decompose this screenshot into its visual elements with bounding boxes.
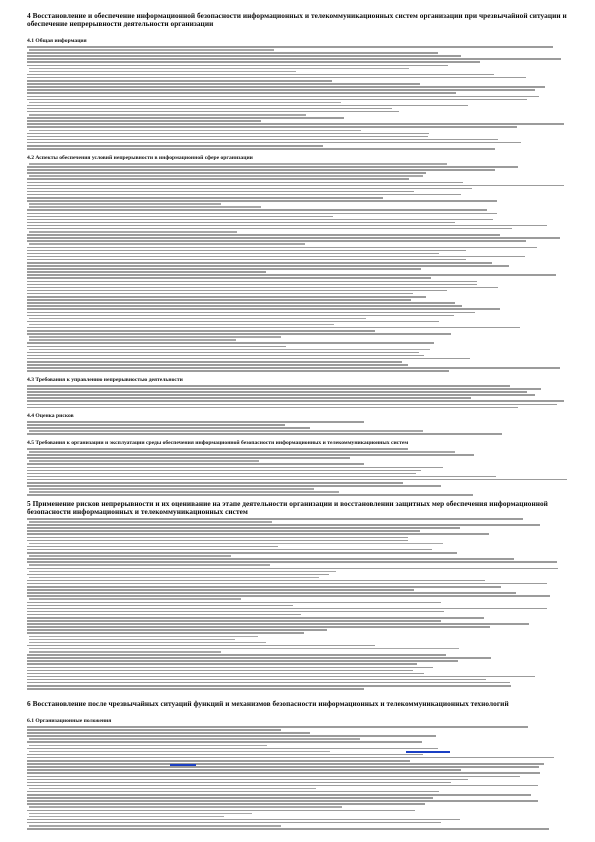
text-line <box>27 476 496 478</box>
list-item-line <box>29 816 224 818</box>
list-item-line <box>29 543 443 545</box>
list-item-line <box>29 651 221 653</box>
list-item-line <box>29 751 330 753</box>
text-line <box>27 209 487 211</box>
text-line <box>27 228 512 230</box>
text-line <box>27 330 375 332</box>
text-line <box>27 145 323 147</box>
text-line <box>27 213 497 215</box>
text-line <box>27 657 491 659</box>
text-block <box>27 726 569 831</box>
text-line <box>27 397 471 399</box>
text-line <box>27 394 535 396</box>
list-item-line <box>29 571 336 573</box>
text-line <box>27 667 433 669</box>
text-line <box>27 583 547 585</box>
text-line <box>27 467 443 469</box>
text-line <box>27 810 415 812</box>
list-item-line <box>29 231 237 233</box>
text-line <box>27 169 495 171</box>
text-line <box>27 216 333 218</box>
text-line <box>27 166 518 168</box>
text-line <box>27 763 544 765</box>
text-line <box>27 108 392 110</box>
text-line <box>27 117 344 119</box>
text-line <box>27 561 557 563</box>
standard-reference-link[interactable] <box>406 751 450 753</box>
list-item-line <box>29 648 459 650</box>
text-line <box>27 281 477 283</box>
text-line <box>27 120 261 122</box>
text-line <box>27 126 517 128</box>
text-line <box>27 342 434 344</box>
text-line <box>27 682 510 684</box>
text-line <box>27 222 455 224</box>
list-item-line <box>29 71 296 73</box>
text-line <box>27 271 266 273</box>
text-line <box>27 614 301 616</box>
text-line <box>27 772 540 774</box>
text-line <box>27 237 560 239</box>
text-line <box>27 586 501 588</box>
subsection-heading: 4.2 Аспекты обеспечения условий непрерывности в информационной сфере организации <box>27 155 253 161</box>
text-line <box>27 688 364 690</box>
text-line <box>27 361 402 363</box>
text-line <box>27 540 408 542</box>
text-line <box>27 358 470 360</box>
text-line <box>27 74 494 76</box>
text-line <box>27 385 510 387</box>
text-line <box>27 527 460 529</box>
text-line <box>27 454 474 456</box>
list-item-line <box>29 813 252 815</box>
text-line <box>27 302 455 304</box>
text-line <box>27 726 528 728</box>
text-line <box>27 485 441 487</box>
subsection-heading: 6.1 Организационные положения <box>27 718 112 724</box>
text-line <box>27 92 456 94</box>
list-item-line <box>29 745 267 747</box>
list-item-line <box>29 130 361 132</box>
text-line <box>27 748 438 750</box>
text-line <box>27 741 422 743</box>
text-line <box>27 558 514 560</box>
text-line <box>27 391 527 393</box>
section-heading: 5 Применение рисков непрерывности и их оценивание на этапе деятельности организации и восстановлении защитных мер обеспечения информационной безопасности информационных и телекоммуникационных систем <box>27 499 548 517</box>
list-item-line <box>29 430 423 432</box>
text-line <box>27 732 310 734</box>
text-line <box>27 779 468 781</box>
text-line <box>27 533 489 535</box>
text-line <box>27 188 472 190</box>
text-line <box>27 240 526 242</box>
text-line <box>27 574 329 576</box>
list-item-line <box>29 636 258 638</box>
section-4 <box>27 12 569 29</box>
text-line <box>27 530 420 532</box>
text-line <box>27 123 564 125</box>
list-item-line <box>29 806 342 808</box>
list-item-line <box>29 203 221 205</box>
text-line <box>27 262 492 264</box>
list-item-line <box>29 175 423 177</box>
list-item-line <box>29 555 231 557</box>
text-line <box>27 274 556 276</box>
text-line <box>27 247 537 249</box>
text-line <box>27 427 310 429</box>
subsection-4-4 <box>27 413 569 419</box>
text-line <box>27 46 553 48</box>
list-item-line <box>29 349 430 351</box>
text-line <box>27 494 473 496</box>
text-line <box>27 352 419 354</box>
text-line <box>27 299 411 301</box>
list-item-line <box>29 788 316 790</box>
text-line <box>27 388 541 390</box>
text-line <box>27 178 409 180</box>
list-item-line <box>29 598 241 600</box>
list-item-line <box>29 68 409 70</box>
text-line <box>27 185 564 187</box>
text-line <box>27 259 466 261</box>
text-line <box>27 670 413 672</box>
text-line <box>27 729 281 731</box>
text-line <box>27 52 438 54</box>
text-line <box>27 482 403 484</box>
list-item-line <box>29 738 360 740</box>
text-block <box>27 46 569 151</box>
text-line <box>27 265 509 267</box>
text-line <box>27 287 498 289</box>
text-line <box>27 284 477 286</box>
text-line <box>27 660 458 662</box>
list-item-line <box>29 451 455 453</box>
text-line <box>27 470 421 472</box>
text-line <box>27 524 540 526</box>
text-line <box>27 105 468 107</box>
text-line <box>27 355 424 357</box>
section-heading: 6 Восстановление после чрезвычайных ситуаций функций и механизмов безопасности информационных и телекоммуникационных технологий <box>27 699 509 708</box>
text-line <box>27 200 497 202</box>
text-line <box>27 654 446 656</box>
text-line <box>27 89 535 91</box>
text-line <box>27 794 531 796</box>
text-line <box>27 321 439 323</box>
text-line <box>27 580 485 582</box>
text-line <box>27 305 462 307</box>
text-line <box>27 83 420 85</box>
text-line <box>27 632 304 634</box>
subsection-heading: 4.3 Требования к управлению непрерывностью деятельности <box>27 377 183 383</box>
text-line <box>27 828 549 830</box>
text-line <box>27 80 332 82</box>
text-line <box>27 819 460 821</box>
text-line <box>27 77 526 79</box>
text-line <box>27 277 431 279</box>
list-item-line <box>29 488 314 490</box>
text-line <box>27 766 539 768</box>
list-item-line <box>29 324 334 326</box>
text-line <box>27 197 383 199</box>
text-line <box>27 760 410 762</box>
list-item-line <box>29 318 366 320</box>
subsection-6-1 <box>27 718 569 724</box>
cross-reference-link[interactable] <box>170 764 196 766</box>
list-item-line <box>29 460 259 462</box>
text-line <box>27 96 539 98</box>
text-line <box>27 333 451 335</box>
list-item-line <box>29 639 235 641</box>
text-block <box>27 163 569 373</box>
text-block <box>27 448 569 498</box>
text-line <box>27 626 490 628</box>
text-line <box>27 782 451 784</box>
text-line <box>27 253 439 255</box>
list-item-line <box>29 521 272 523</box>
text-line <box>27 822 441 824</box>
text-line <box>27 629 327 631</box>
text-block <box>27 385 569 410</box>
subsection-heading: 4.5 Требования к организации и эксплуатации среды обеспечения информационной безопасности информационных и телекоммуникационных систем <box>27 440 409 446</box>
subsection-4-1 <box>27 38 569 44</box>
text-line <box>27 370 449 372</box>
text-line <box>27 685 511 687</box>
text-line <box>27 589 414 591</box>
text-line <box>27 250 466 252</box>
text-line <box>27 803 425 805</box>
text-line <box>27 518 523 520</box>
text-line <box>27 225 547 227</box>
text-line <box>27 58 561 60</box>
text-line <box>27 611 444 613</box>
text-line <box>27 797 433 799</box>
text-line <box>27 602 441 604</box>
text-line <box>27 367 560 369</box>
text-line <box>27 346 286 348</box>
text-line <box>27 608 547 610</box>
text-line <box>27 776 520 778</box>
text-line <box>27 139 498 141</box>
text-line <box>27 791 439 793</box>
text-line <box>27 679 486 681</box>
text-line <box>27 617 484 619</box>
text-line <box>27 463 364 465</box>
text-line <box>27 568 558 570</box>
text-block <box>27 518 569 691</box>
text-line <box>27 595 550 597</box>
text-line <box>27 172 426 174</box>
text-line <box>27 65 448 67</box>
text-line <box>27 268 421 270</box>
text-line <box>27 479 567 481</box>
section-heading: 4 Восстановление и обеспечение информационной безопасности информационных и телекоммуникационных систем организации при чрезвычайной ситуации и обеспечение непрерывности деятельности организации <box>27 11 567 29</box>
list-item-line <box>29 206 261 208</box>
text-line <box>27 448 408 450</box>
list-item-line <box>29 336 281 338</box>
text-line <box>27 537 408 539</box>
text-line <box>27 182 463 184</box>
text-line <box>27 315 454 317</box>
list-item-line <box>29 243 305 245</box>
text-line <box>27 623 529 625</box>
text-line <box>27 191 414 193</box>
subsection-4-5 <box>27 440 569 446</box>
text-line <box>27 142 521 144</box>
text-line <box>27 620 441 622</box>
text-line <box>27 605 293 607</box>
text-line <box>27 757 554 759</box>
text-line <box>27 754 423 756</box>
text-line <box>27 312 475 314</box>
text-line <box>27 457 350 459</box>
text-line <box>27 421 364 423</box>
list-item-line <box>29 564 270 566</box>
text-line <box>27 407 518 409</box>
list-item-line <box>29 642 266 644</box>
text-line <box>27 424 285 426</box>
list-item-line <box>29 825 281 827</box>
text-line <box>27 364 408 366</box>
text-line <box>27 293 413 295</box>
text-line <box>27 308 500 310</box>
text-line <box>27 549 432 551</box>
list-item-line <box>29 339 236 341</box>
text-line <box>27 473 416 475</box>
text-line <box>27 552 457 554</box>
text-line <box>27 136 428 138</box>
text-line <box>27 234 500 236</box>
text-line <box>27 800 538 802</box>
text-line <box>27 676 535 678</box>
subsection-4-3 <box>27 377 569 383</box>
text-line <box>27 296 426 298</box>
list-item-line <box>29 491 339 493</box>
text-line <box>27 663 417 665</box>
text-line <box>27 219 493 221</box>
text-line <box>27 133 429 135</box>
subsection-heading: 4.1 Общая информация <box>27 38 87 44</box>
list-item-line <box>29 49 274 51</box>
text-line <box>27 111 399 113</box>
text-line <box>27 55 461 57</box>
list-item-line <box>29 102 341 104</box>
text-line <box>27 673 424 675</box>
text-line <box>27 99 527 101</box>
text-line <box>27 433 502 435</box>
text-line <box>27 400 564 402</box>
text-line <box>27 256 525 258</box>
list-item-line <box>29 163 447 165</box>
list-item-line <box>29 114 306 116</box>
text-line <box>27 785 538 787</box>
text-line <box>27 290 447 292</box>
text-line <box>27 148 495 150</box>
section-5 <box>27 500 569 517</box>
subsection-heading: 4.4 Оценка рисков <box>27 413 74 419</box>
text-line <box>27 735 436 737</box>
text-block <box>27 421 569 436</box>
text-line <box>27 61 480 63</box>
text-line <box>27 546 278 548</box>
text-line <box>27 769 461 771</box>
text-line <box>27 86 545 88</box>
text-line <box>27 327 520 329</box>
subsection-4-2 <box>27 155 569 161</box>
text-line <box>27 645 375 647</box>
text-line <box>27 592 516 594</box>
text-line <box>27 404 557 406</box>
section-6 <box>27 700 569 708</box>
text-line <box>27 194 461 196</box>
list-item-line <box>29 577 319 579</box>
